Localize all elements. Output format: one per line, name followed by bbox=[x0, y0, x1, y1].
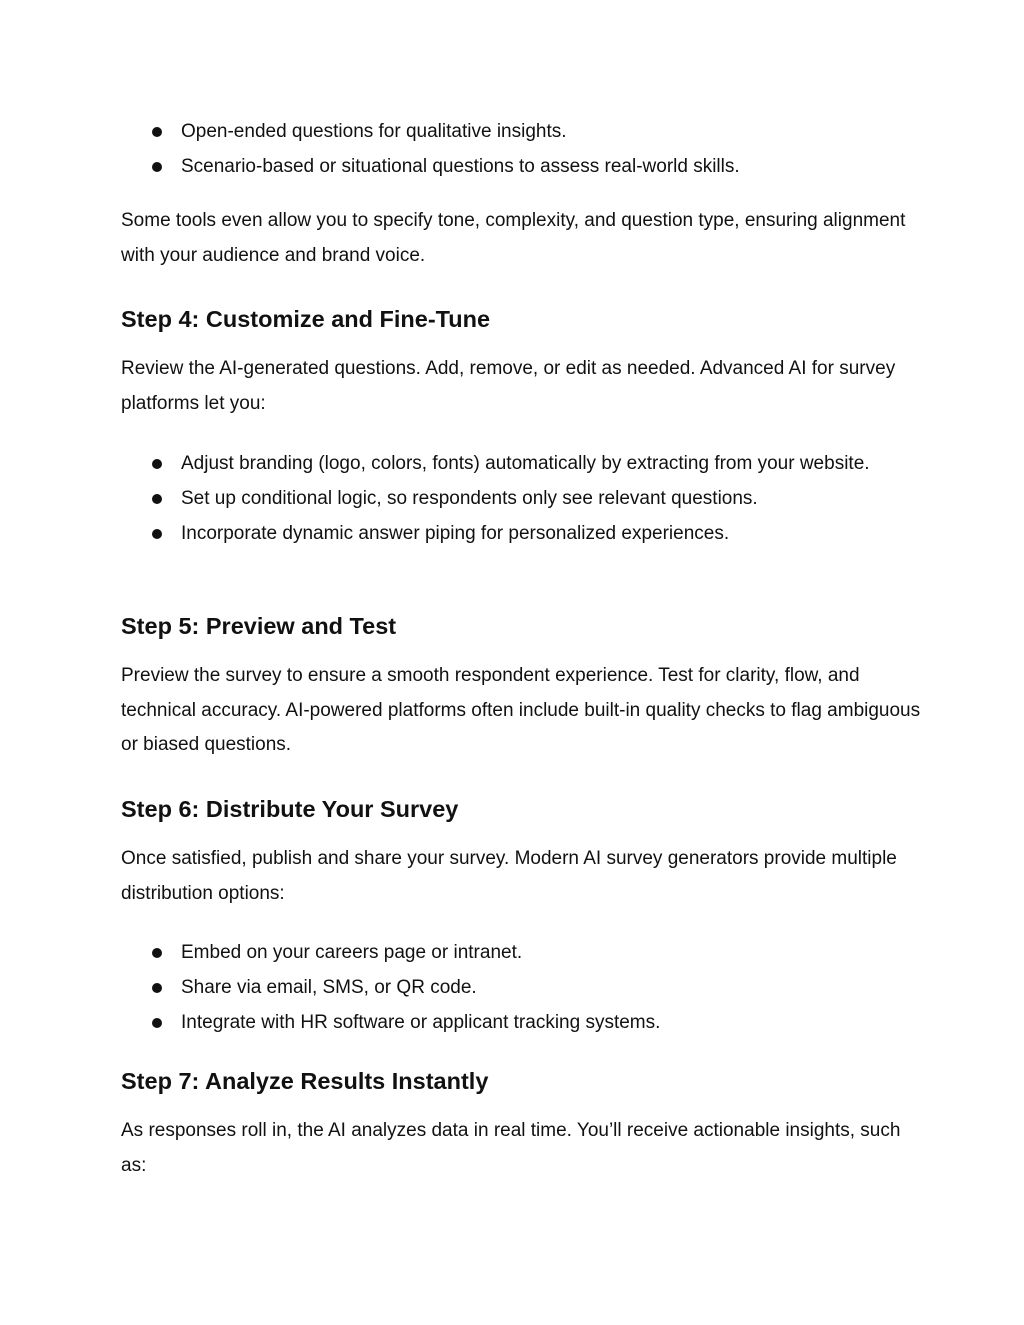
bullet-list-question-types bbox=[121, 115, 921, 185]
bullet-icon bbox=[152, 529, 162, 539]
list-item: Open-ended questions for qualitative insights. bbox=[121, 115, 921, 150]
bullet-icon bbox=[152, 459, 162, 469]
heading-step-4: Step 4: Customize and Fine-Tune bbox=[121, 306, 491, 332]
bullet-icon bbox=[152, 1018, 162, 1028]
list-item: Scenario-based or situational questions to assess real-world skills. bbox=[121, 150, 921, 185]
list-item: Incorporate dynamic answer piping for personalized experiences. bbox=[121, 517, 921, 552]
bullet-list-step-6 bbox=[121, 936, 921, 1040]
paragraph-step-6: Once satisfied, publish and share your survey. Modern AI survey generators provide multiple distribution options: bbox=[121, 848, 897, 904]
bullet-icon bbox=[152, 494, 162, 504]
heading-step-7: Step 7: Analyze Results Instantly bbox=[121, 1068, 489, 1094]
list-item: Adjust branding (logo, colors, fonts) automatically by extracting from your website. bbox=[121, 447, 921, 482]
list-item: Integrate with HR software or applicant tracking systems. bbox=[121, 1006, 921, 1041]
paragraph-tools: Some tools even allow you to specify tone, complexity, and question type, ensuring alignment with your audience and brand voice. bbox=[121, 210, 906, 266]
heading-step-6: Step 6: Distribute Your Survey bbox=[121, 796, 459, 822]
list-item: Set up conditional logic, so respondents only see relevant questions. bbox=[121, 482, 921, 517]
bullet-icon bbox=[152, 983, 162, 993]
heading-step-5: Step 5: Preview and Test bbox=[121, 613, 397, 639]
bullet-icon bbox=[152, 948, 162, 958]
list-item: Embed on your careers page or intranet. bbox=[121, 936, 921, 971]
paragraph-step-4: Review the AI-generated questions. Add, remove, or edit as needed. Advanced AI for survey platforms let you: bbox=[121, 358, 896, 414]
bullet-icon bbox=[152, 127, 162, 137]
list-item: Share via email, SMS, or QR code. bbox=[121, 971, 921, 1006]
paragraph-step-5: Preview the survey to ensure a smooth respondent experience. Test for clarity, flow, and technical accuracy. AI-powered platforms often include built-in quality checks to flag ambiguous or biased questions. bbox=[121, 665, 921, 755]
bullet-list-step-4 bbox=[121, 447, 921, 551]
paragraph-step-7: As responses roll in, the AI analyzes data in real time. You’ll receive actionable insights, such as: bbox=[121, 1120, 901, 1176]
bullet-icon bbox=[152, 162, 162, 172]
